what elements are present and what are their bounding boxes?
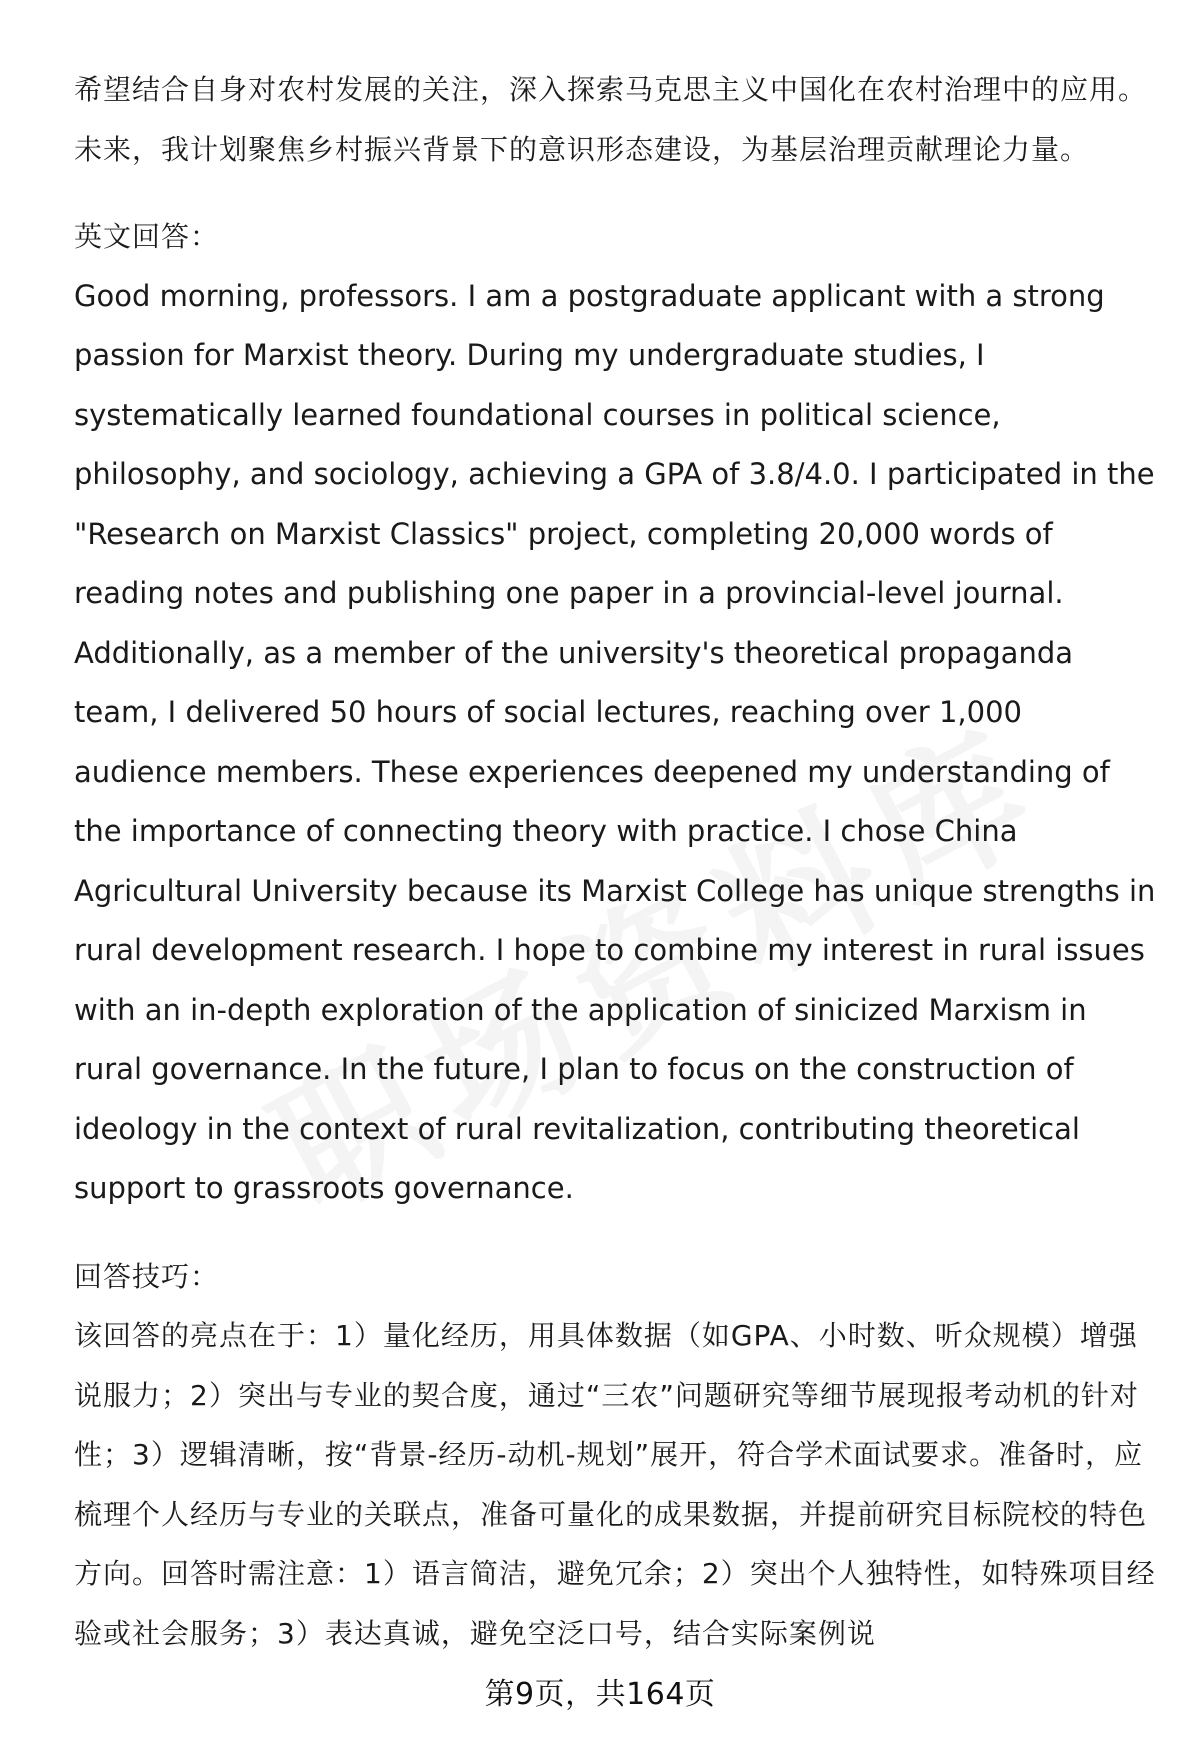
tips-heading: 回答技巧：: [74, 1259, 220, 1293]
spacer: [74, 1219, 1156, 1247]
document-content: [74, 60, 1156, 1663]
tips-paragraph: 该回答的亮点在于：1）量化经历，用具体数据（如GPA、小时数、听众规模）增强说服力；2）突出与专业的契合度，通过“三农”问题研究等细节展现报考动机的针对性；3）逻辑清晰，按“背景-经历-动机-规划”展开，符合学术面试要求。准备时，应梳理个人经历与专业的关联点，准备可量化的成果数据，并提前研究目标院校的特色方向。回答时需注意：1）语言简洁，避免冗余；2）突出个人独特性，如特殊项目经验或社会服务；3）表达真诚，避免空泛口号，结合实际案例说: [74, 1319, 1156, 1650]
english-answer-paragraph: Good morning, professors. I am a postgraduate applicant with a strong passion for Marxist theory. During my undergraduate studies, I systematically learned foundational courses in political science, philosophy, and sociology, achieving a GPA of 3.8/4.0. I participated in the "Research on Marxist Classics" project, completing 20,000 words of reading notes and publishing one paper in a provincial-level journal. Additionally, as a member of the university's theoretical propaganda team, I delivered 50 hours of social lectures, reaching over 1,000 audience members. These experiences deepened my understanding of the importance of connecting theory with practice. I chose China Agricultural University because its Marxist College has unique strengths in rural development research. I hope to combine my interest in rural issues with an in-depth exploration of the application of sinicized Marxism in rural governance. In the future, I plan to focus on the construction of ideology in the context of rural revitalization, contributing theoretical support to grassroots governance.: [74, 278, 1156, 1205]
intro-paragraph: 希望结合自身对农村发展的关注，深入探索马克思主义中国化在农村治理中的应用。未来，我计划聚焦乡村振兴背景下的意识形态建设，为基层治理贡献理论力量。: [74, 73, 1148, 166]
english-answer-heading: 英文回答：: [74, 220, 220, 253]
spacer: [74, 179, 1156, 207]
page-number: 第9页，共164页: [484, 1677, 716, 1712]
